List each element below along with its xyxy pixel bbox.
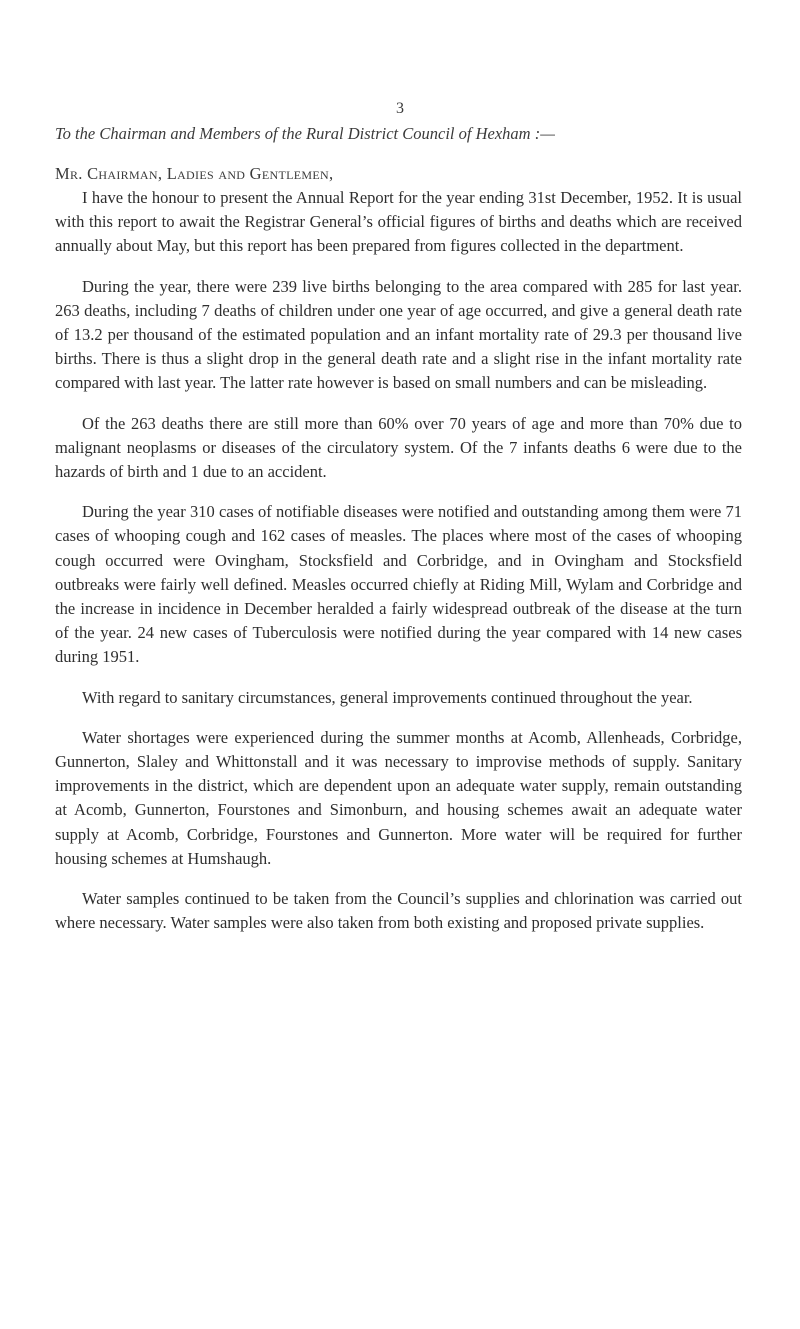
paragraph-water-samples: Water samples continued to be taken from the Council’s supplies and chlorination was carried out where necessary. Water samples were also taken from both existing and proposed private supplies.	[55, 889, 742, 933]
letter-body	[55, 122, 742, 935]
paragraph-introduction: I have the honour to present the Annual Report for the year ending 31st December, 1952. It is usual with this report to await the Registrar General’s official figures of births and deaths which are received annually about May, but this report has been prepared from figures collected in the department.	[55, 188, 742, 256]
salutation: Mr. Chairman, Ladies and Gentlemen,	[55, 164, 334, 183]
paragraph-sanitary-circumstances: With regard to sanitary circumstances, general improvements continued throughout the year.	[82, 687, 693, 707]
paragraph-causes-of-death: Of the 263 deaths there are still more than 60% over 70 years of age and more than 70% due to malignant neoplasms or diseases of the circulatory system. Of the 7 infants deaths 6 were due to the hazards of birth and 1 due to an accident.	[55, 413, 742, 482]
page-number: 3	[396, 100, 404, 117]
paragraph-water-shortages: Water shortages were experienced during the summer months at Acomb, Allenheads, Corbridge, Gunnerton, Slaley and Whittonstall and it was necessary to improvise methods of supply. Sanitary improvements in the district, which are dependent upon an adequate water supply, remain outstanding at Acomb, Gunnerton, Fourstones and Simonburn, and housing schemes await an adequate water supply at Acomb, Corbridge, Fourstones and Gunnerton. More water will be required for further housing schemes at Humshaugh.	[55, 727, 742, 868]
address-line: To the Chairman and Members of the Rural District Council of Hexham :—	[55, 124, 555, 143]
paragraph-births-deaths: During the year, there were 239 live births belonging to the area compared with 285 for last year. 263 deaths, including 7 deaths of children under one year of age occurred, and give a general death rate of 13.2 per thousand of the estimated population and an infant mortality rate of 29.3 per thousand live births. There is thus a slight drop in the general death rate and a slight rise in the infant mortality rate compared with last year. The latter rate however is based on small numbers and can be misleading.	[55, 276, 742, 393]
paragraph-notifiable-diseases: During the year 310 cases of notifiable diseases were notified and outstanding among them were 71 cases of whooping cough and 162 cases of measles. The places where most of the cases of whooping cough occurred were Ovingham, Stocksfield and Corbridge, and in Ovingham and Stocksfield outbreaks were fairly well defined. Measles occurred chiefly at Riding Mill, Wylam and Corbridge and the increase in incidence in December heralded a fairly widespread outbreak of the disease at the turn of the year. 24 new cases of Tuberculosis were notified during the year compared with 14 new cases during 1951.	[55, 502, 742, 667]
